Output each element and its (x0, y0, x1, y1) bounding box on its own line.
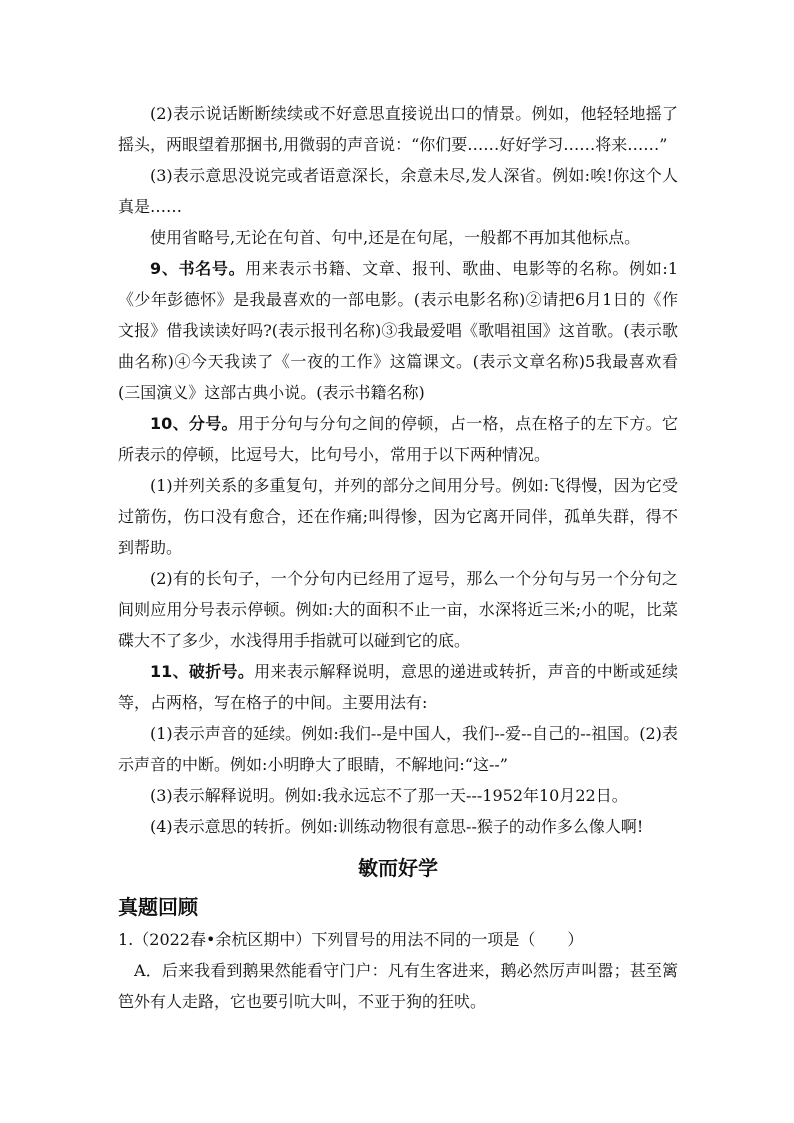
paragraph-text: (3)表示解释说明。例如:我永远忘不了那一天---1952年10月22日。 (150, 786, 628, 805)
paragraph-text: (1)表示声音的延续。例如:我们--是中国人，我们--爱--自己的--祖国。(2)表示声音的中断。例如:小明睁大了眼睛，不解地问:“这--” (118, 724, 678, 774)
paragraph-ellipsis-usage-3 (118, 160, 678, 222)
question-stem: 1.（2022春•余杭区期中）下列冒号的用法不同的一项是（ ） (118, 930, 584, 949)
paragraph-semicolon-usage-1 (118, 470, 678, 563)
review-title: 真题回顾 (118, 895, 198, 919)
paragraph-semicolon (118, 408, 678, 470)
question-option-a: A．后来我看到鹅果然能看守门户：凡有生客进来，鹅必然厉声叫嚣；甚至篱笆外有人走路，它也要引吭大叫，不亚于狗的狂吠。 (118, 961, 678, 1011)
item-heading: 11、破折号。 (150, 662, 255, 681)
page-content (118, 98, 678, 1017)
paragraph-dash (118, 656, 678, 718)
paragraph-text: (2)表示说话断断续续或不好意思直接说出口的情景。例如，他轻轻地摇了摇头，两眼望着那捆书,用微弱的声音说：“你们要……好好学习……将来……” (118, 104, 678, 154)
paragraph-text: 用于分句与分句之间的停顿，占一格，点在格子的左下方。它所表示的停顿，比逗号大，比句号小，常用于以下两种情况。 (118, 414, 678, 464)
paragraph-text: 用来表示解释说明，意思的递进或转折，声音的中断或延续等，占两格，写在格子的中间。主要用法有: (118, 662, 678, 712)
paragraph-ellipsis-usage-2 (118, 98, 678, 160)
paragraph-text: (3)表示意思没说完或者语意深长，余意未尽,发人深省。例如:唉!你这个人真是…… (118, 166, 678, 216)
paragraph-text: (4)表示意思的转折。例如:训练动物很有意思--猴子的动作多么像人啊! (150, 817, 644, 836)
item-heading: 9、书名号。 (150, 259, 246, 278)
paragraph-book-title-mark (118, 253, 678, 408)
paragraph-text: 使用省略号,无论在句首、句中,还是在句尾，一般都不再加其他标点。 (150, 228, 641, 247)
paragraph-text: 用来表示书籍、文章、报刊、歌曲、电影等的名称。例如:1《少年彭德怀》是我最喜欢的一部电影。(表示电影名称)②请把6月1日的《作文报》借我读读好吗?(表示报刊名称)③我最爱唱《歌唱祖国》这首歌。(表示歌曲名称)④今天我读了《一夜的工作》这篇课文。(表示文章名称)5我最喜欢看(三国演义》这部古典小说。(表示书籍名称) (118, 259, 678, 402)
paragraph-ellipsis-note (118, 222, 678, 253)
item-heading: 10、分号。 (150, 414, 238, 433)
paragraph-dash-usage-3 (118, 780, 678, 811)
paragraph-dash-usage-1 (118, 718, 678, 780)
section-heading: 敏而好学 (358, 856, 438, 880)
paragraph-semicolon-usage-2 (118, 563, 678, 656)
paragraph-dash-usage-4 (118, 811, 678, 842)
paragraph-text: (1)并列关系的多重复句，并列的部分之间用分号。例如:飞得慢，因为它受过箭伤，伤口没有愈合，还在作痛;叫得惨，因为它离开同伴，孤单失群，得不到帮助。 (118, 476, 678, 557)
paragraph-text: (2)有的长句子，一个分句内已经用了逗号，那么一个分句与另一个分句之间则应用分号表示停顿。例如:大的面积不止一亩，水深将近三米;小的呢，比菜碟大不了多少，水浅得用手指就可以碰到它的底。 (118, 569, 678, 650)
